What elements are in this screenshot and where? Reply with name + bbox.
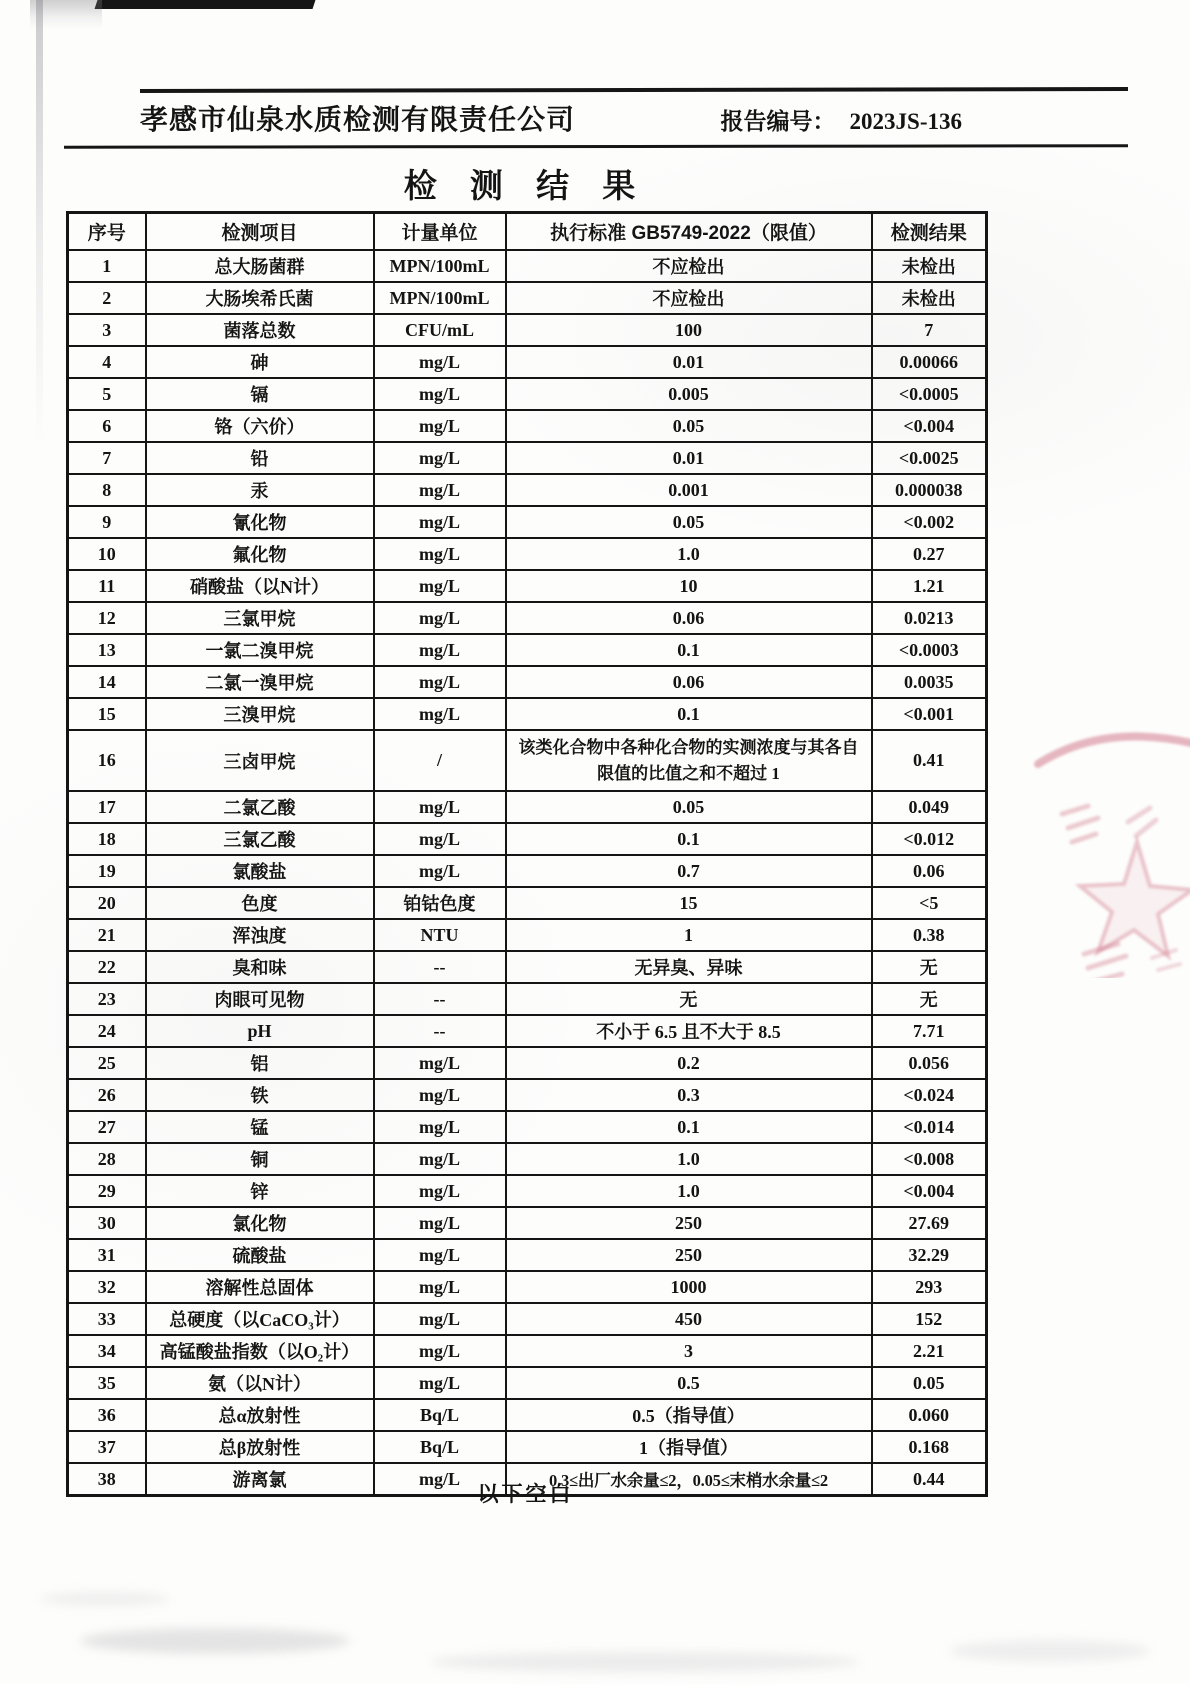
cell-result: <0.0003	[872, 634, 987, 666]
cell-result: 未检出	[872, 282, 987, 314]
report-number-group	[721, 103, 962, 136]
cell-unit: mg/L	[374, 855, 506, 887]
cell-result: 0.060	[872, 1399, 987, 1431]
cell-standard: 0.2	[506, 1047, 872, 1079]
cell-unit: mg/L	[374, 634, 506, 666]
cell-standard: 0.3≤出厂水余量≤2，0.05≤末梢水余量≤2	[506, 1463, 872, 1496]
cell-result: <0.004	[872, 1175, 987, 1207]
cell-standard: 100	[506, 314, 872, 346]
cell-result: 未检出	[872, 250, 987, 282]
cell-unit: mg/L	[374, 1463, 506, 1496]
cell-item: 总β放射性	[146, 1431, 374, 1463]
cell-item: 硝酸盐（以N计）	[146, 570, 374, 602]
cell-index: 9	[68, 506, 146, 538]
cell-standard: 0.06	[506, 602, 872, 634]
table-row	[68, 983, 987, 1015]
cell-item: 总大肠菌群	[146, 250, 374, 282]
table-row	[68, 378, 987, 410]
cell-item: 氰化物	[146, 506, 374, 538]
cell-unit: NTU	[374, 919, 506, 951]
cell-unit: CFU/mL	[374, 314, 506, 346]
table-row	[68, 887, 987, 919]
scan-smudge	[430, 1652, 860, 1672]
cell-item: 镉	[146, 378, 374, 410]
table-row	[68, 1111, 987, 1143]
cell-standard: 1.0	[506, 1175, 872, 1207]
header-row	[68, 213, 987, 251]
cell-index: 16	[68, 730, 146, 791]
cell-index: 30	[68, 1207, 146, 1239]
cell-index: 1	[68, 250, 146, 282]
cell-item: 大肠埃希氏菌	[146, 282, 374, 314]
cell-unit: mg/L	[374, 698, 506, 730]
scan-artifact-left-streak	[36, 0, 43, 445]
cell-standard: 无异臭、异味	[506, 951, 872, 983]
cell-index: 15	[68, 698, 146, 730]
cell-standard: 0.1	[506, 698, 872, 730]
table-row	[68, 919, 987, 951]
cell-item: 总硬度（以CaCO₃计）	[146, 1303, 374, 1335]
cell-index: 14	[68, 666, 146, 698]
cell-result: <0.014	[872, 1111, 987, 1143]
scan-smudge	[40, 1592, 170, 1606]
cell-item: 二氯乙酸	[146, 791, 374, 823]
cell-index: 29	[68, 1175, 146, 1207]
cell-result: 2.21	[872, 1335, 987, 1367]
cell-item: 汞	[146, 474, 374, 506]
table-row	[68, 1271, 987, 1303]
table-row	[68, 282, 987, 314]
cell-item: 三氯甲烷	[146, 602, 374, 634]
cell-index: 6	[68, 410, 146, 442]
cell-unit: mg/L	[374, 1175, 506, 1207]
cell-unit: mg/L	[374, 410, 506, 442]
cell-item: 肉眼可见物	[146, 983, 374, 1015]
cell-item: 铬（六价）	[146, 410, 374, 442]
cell-unit: --	[374, 1015, 506, 1047]
cell-standard: 3	[506, 1335, 872, 1367]
cell-index: 36	[68, 1399, 146, 1431]
cell-index: 13	[68, 634, 146, 666]
table-row	[68, 823, 987, 855]
cell-result: 0.0213	[872, 602, 987, 634]
cell-unit: mg/L	[374, 378, 506, 410]
cell-result: 0.41	[872, 730, 987, 791]
table-row	[68, 442, 987, 474]
cell-unit: mg/L	[374, 442, 506, 474]
cell-standard: 1	[506, 919, 872, 951]
cell-result: 无	[872, 951, 987, 983]
cell-unit: mg/L	[374, 666, 506, 698]
cell-unit: mg/L	[374, 1367, 506, 1399]
table-row	[68, 1399, 987, 1431]
cell-result: 0.44	[872, 1463, 987, 1496]
cell-standard: 0.005	[506, 378, 872, 410]
cell-standard: 0.1	[506, 1111, 872, 1143]
cell-item: 臭和味	[146, 951, 374, 983]
cell-item: 三卤甲烷	[146, 730, 374, 791]
cell-result: 0.000038	[872, 474, 987, 506]
cell-index: 34	[68, 1335, 146, 1367]
cell-result: 0.0035	[872, 666, 987, 698]
cell-item: 锌	[146, 1175, 374, 1207]
report-number-value: 2023JS-136	[849, 109, 962, 134]
cell-item: pH	[146, 1015, 374, 1047]
header-bottom-rule	[64, 144, 1128, 148]
table-row	[68, 250, 987, 282]
cell-item: 三溴甲烷	[146, 698, 374, 730]
cell-standard: 不应检出	[506, 282, 872, 314]
cell-standard: 250	[506, 1239, 872, 1271]
table-row	[68, 1079, 987, 1111]
cell-standard: 1000	[506, 1271, 872, 1303]
cell-index: 10	[68, 538, 146, 570]
table-row	[68, 1143, 987, 1175]
table-row	[68, 506, 987, 538]
cell-item: 游离氯	[146, 1463, 374, 1496]
table-row	[68, 602, 987, 634]
cell-item: 氨（以N计）	[146, 1367, 374, 1399]
cell-index: 7	[68, 442, 146, 474]
cell-result: 7	[872, 314, 987, 346]
cell-standard: 该类化合物中各种化合物的实测浓度与其各自限值的比值之和不超过 1	[506, 730, 872, 791]
cell-index: 8	[68, 474, 146, 506]
cell-standard: 1.0	[506, 538, 872, 570]
cell-item: 铝	[146, 1047, 374, 1079]
table-row	[68, 1335, 987, 1367]
cell-standard: 0.5	[506, 1367, 872, 1399]
cell-result: <0.0005	[872, 378, 987, 410]
cell-index: 27	[68, 1111, 146, 1143]
cell-unit: Bq/L	[374, 1399, 506, 1431]
results-table-container	[66, 211, 985, 1497]
cell-unit: mg/L	[374, 1303, 506, 1335]
cell-result: 32.29	[872, 1239, 987, 1271]
table-row	[68, 1047, 987, 1079]
cell-unit: --	[374, 951, 506, 983]
cell-unit: mg/L	[374, 823, 506, 855]
cell-unit: mg/L	[374, 602, 506, 634]
cell-item: 高锰酸盐指数（以O₂计）	[146, 1335, 374, 1367]
scan-smudge	[80, 1628, 350, 1654]
report-number-label: 报告编号：	[720, 108, 836, 134]
table-row	[68, 346, 987, 378]
cell-item: 锰	[146, 1111, 374, 1143]
cell-unit: --	[374, 983, 506, 1015]
cell-index: 32	[68, 1271, 146, 1303]
cell-index: 35	[68, 1367, 146, 1399]
below-blank-note: 以下空白	[477, 1483, 574, 1506]
cell-index: 38	[68, 1463, 146, 1496]
cell-standard: 0.1	[506, 823, 872, 855]
cell-result: 1.21	[872, 570, 987, 602]
cell-unit: mg/L	[374, 1047, 506, 1079]
cell-result: 0.056	[872, 1047, 987, 1079]
table-row	[68, 1207, 987, 1239]
table-row	[68, 634, 987, 666]
cell-standard: 450	[506, 1303, 872, 1335]
cell-item: 三氯乙酸	[146, 823, 374, 855]
cell-result: 0.38	[872, 919, 987, 951]
cell-item: 氯酸盐	[146, 855, 374, 887]
table-row	[68, 1431, 987, 1463]
table-row	[68, 730, 987, 791]
cell-result: 0.049	[872, 791, 987, 823]
cell-index: 12	[68, 602, 146, 634]
cell-standard: 0.5（指导值）	[506, 1399, 872, 1431]
cell-standard: 10	[506, 570, 872, 602]
cell-result: 0.27	[872, 538, 987, 570]
cell-standard: 0.05	[506, 791, 872, 823]
table-row	[68, 1015, 987, 1047]
table-row	[68, 410, 987, 442]
cell-result: 0.00066	[872, 346, 987, 378]
official-seal-stamp	[1032, 718, 1190, 978]
cell-index: 3	[68, 314, 146, 346]
results-table	[66, 211, 988, 1497]
cell-result: <0.024	[872, 1079, 987, 1111]
cell-unit: mg/L	[374, 474, 506, 506]
cell-standard: 0.001	[506, 474, 872, 506]
cell-standard: 无	[506, 983, 872, 1015]
cell-standard: 0.01	[506, 346, 872, 378]
cell-index: 18	[68, 823, 146, 855]
table-row	[68, 1303, 987, 1335]
table-row	[68, 1175, 987, 1207]
cell-item: 硫酸盐	[146, 1239, 374, 1271]
cell-index: 17	[68, 791, 146, 823]
cell-index: 4	[68, 346, 146, 378]
cell-index: 11	[68, 570, 146, 602]
cell-result: 7.71	[872, 1015, 987, 1047]
cell-unit: mg/L	[374, 570, 506, 602]
cell-item: 溶解性总固体	[146, 1271, 374, 1303]
cell-unit: /	[374, 730, 506, 791]
cell-result: 0.168	[872, 1431, 987, 1463]
scan-smudge	[950, 1640, 1150, 1662]
scan-artifact-top-bar	[95, 0, 316, 9]
cell-unit: MPN/100mL	[374, 250, 506, 282]
cell-standard: 15	[506, 887, 872, 919]
cell-item: 色度	[146, 887, 374, 919]
results-table-body	[68, 250, 987, 1496]
cell-index: 23	[68, 983, 146, 1015]
cell-standard: 0.06	[506, 666, 872, 698]
cell-standard: 不小于 6.5 且不大于 8.5	[506, 1015, 872, 1047]
cell-standard: 1.0	[506, 1143, 872, 1175]
cell-index: 31	[68, 1239, 146, 1271]
cell-unit: Bq/L	[374, 1431, 506, 1463]
cell-standard: 0.7	[506, 855, 872, 887]
cell-index: 28	[68, 1143, 146, 1175]
table-row	[68, 791, 987, 823]
cell-item: 氟化物	[146, 538, 374, 570]
cell-item: 一氯二溴甲烷	[146, 634, 374, 666]
cell-unit: MPN/100mL	[374, 282, 506, 314]
table-row	[68, 1367, 987, 1399]
cell-item: 砷	[146, 346, 374, 378]
table-row	[68, 314, 987, 346]
cell-result: 0.05	[872, 1367, 987, 1399]
table-row	[68, 855, 987, 887]
cell-standard: 1（指导值）	[506, 1431, 872, 1463]
cell-standard: 250	[506, 1207, 872, 1239]
header-cell-item: 检测项目	[146, 213, 374, 251]
cell-result: <0.008	[872, 1143, 987, 1175]
cell-unit: mg/L	[374, 1111, 506, 1143]
header-cell-standard: 执行标准 GB5749-2022（限值）	[506, 213, 872, 251]
cell-unit: mg/L	[374, 1079, 506, 1111]
table-row	[68, 698, 987, 730]
company-name: 孝感市仙泉水质检测有限责任公司	[140, 104, 576, 135]
table-row	[68, 474, 987, 506]
cell-item: 菌落总数	[146, 314, 374, 346]
cell-result: 27.69	[872, 1207, 987, 1239]
cell-standard: 0.3	[506, 1079, 872, 1111]
cell-item: 浑浊度	[146, 919, 374, 951]
cell-unit: mg/L	[374, 1207, 506, 1239]
cell-unit: mg/L	[374, 791, 506, 823]
cell-result: <0.004	[872, 410, 987, 442]
cell-index: 25	[68, 1047, 146, 1079]
cell-unit: 铂钴色度	[374, 887, 506, 919]
header-top-rule	[140, 87, 1128, 93]
cell-item: 铁	[146, 1079, 374, 1111]
cell-unit: mg/L	[374, 346, 506, 378]
cell-index: 21	[68, 919, 146, 951]
table-row	[68, 538, 987, 570]
cell-item: 氯化物	[146, 1207, 374, 1239]
cell-index: 26	[68, 1079, 146, 1111]
table-row	[68, 666, 987, 698]
report-header	[140, 98, 962, 138]
cell-index: 20	[68, 887, 146, 919]
cell-index: 2	[68, 282, 146, 314]
cell-item: 铅	[146, 442, 374, 474]
cell-index: 22	[68, 951, 146, 983]
table-row	[68, 1239, 987, 1271]
cell-unit: mg/L	[374, 538, 506, 570]
cell-unit: mg/L	[374, 1239, 506, 1271]
cell-index: 24	[68, 1015, 146, 1047]
cell-result: 293	[872, 1271, 987, 1303]
cell-result: 无	[872, 983, 987, 1015]
cell-result: 152	[872, 1303, 987, 1335]
cell-item: 铜	[146, 1143, 374, 1175]
cell-item: 总α放射性	[146, 1399, 374, 1431]
header-cell-unit: 计量单位	[374, 213, 506, 251]
cell-unit: mg/L	[374, 1335, 506, 1367]
page-title: 检 测 结 果	[403, 167, 648, 204]
cell-result: <0.002	[872, 506, 987, 538]
cell-result: <0.001	[872, 698, 987, 730]
table-row	[68, 951, 987, 983]
cell-result: <0.0025	[872, 442, 987, 474]
results-table-head	[68, 213, 987, 251]
cell-index: 19	[68, 855, 146, 887]
cell-result: <0.012	[872, 823, 987, 855]
header-cell-index: 序号	[68, 213, 146, 251]
cell-index: 37	[68, 1431, 146, 1463]
cell-result: <5	[872, 887, 987, 919]
table-row	[68, 570, 987, 602]
cell-standard: 0.1	[506, 634, 872, 666]
cell-result: 0.06	[872, 855, 987, 887]
cell-item: 二氯一溴甲烷	[146, 666, 374, 698]
cell-standard: 不应检出	[506, 250, 872, 282]
cell-standard: 0.05	[506, 506, 872, 538]
header-cell-result: 检测结果	[872, 213, 987, 251]
cell-unit: mg/L	[374, 506, 506, 538]
cell-standard: 0.05	[506, 410, 872, 442]
cell-index: 33	[68, 1303, 146, 1335]
cell-unit: mg/L	[374, 1271, 506, 1303]
cell-standard: 0.01	[506, 442, 872, 474]
cell-index: 5	[68, 378, 146, 410]
cell-unit: mg/L	[374, 1143, 506, 1175]
